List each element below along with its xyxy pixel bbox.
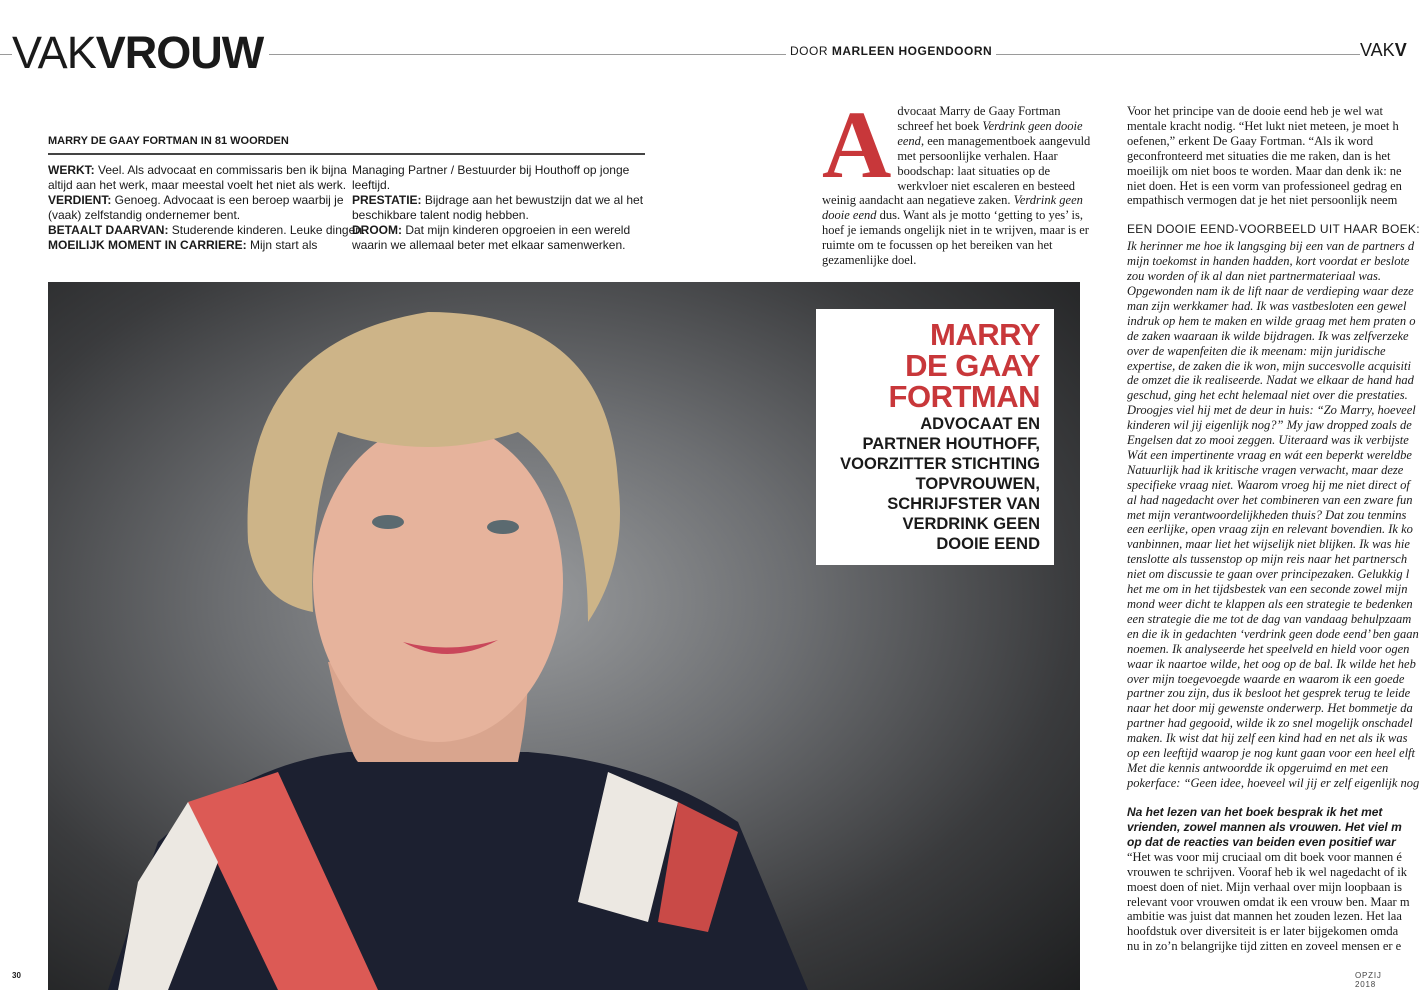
logo-bold: VROUW	[95, 27, 264, 78]
fact-item	[48, 223, 366, 238]
text-line: een strategie die me tot de dag van vandaag behulpzaam	[1127, 611, 1412, 626]
fact-item	[48, 193, 348, 223]
text-line: de zaken waaraan ik wilde bijdragen. Ik was zelfverzeke	[1127, 328, 1409, 343]
page-number: 30	[12, 971, 21, 980]
text-line: moeilijk om niet boos te worden. Maar dan denk ik: ne	[1127, 163, 1402, 178]
face	[313, 422, 563, 742]
question-lead	[1127, 805, 1400, 850]
book-title: Verdrink geen dooie eend	[897, 118, 1083, 148]
text-line: vrienden, zowel mannen als vrouwen. Het viel m	[1127, 819, 1402, 834]
subtitle-line: VOORZITTER STICHTING	[840, 455, 1040, 473]
book-title: Verdrink geen dooie eend	[822, 193, 1083, 223]
text-line: indruk op hem te maken en wilde graag met hem praten o	[1127, 313, 1416, 328]
paragraph-2	[1127, 849, 1410, 954]
text-line: oefenen,” erkent De Gaay Fortman. “Als ik word	[1127, 133, 1374, 148]
text-line: relevant voor vrouwen omdat ik een vrouw ben. Maar m	[1127, 894, 1410, 909]
text-line: mond weer dicht te klappen als een strategie te bedenken	[1127, 597, 1413, 611]
text-line: geconfronteerd met situaties die me raken, dan is het	[1127, 148, 1391, 163]
fact-item	[48, 238, 348, 253]
byline	[786, 44, 996, 58]
fact-text: Genoeg. Advocaat is een beroep waarbij je (vaak) zelfstandig ondernemer bent.	[48, 193, 344, 222]
text-line: al had nagedacht over het combineren van een zware fun	[1127, 492, 1413, 507]
fact-label: BETAALT DAARVAN:	[48, 223, 169, 237]
text-line: man zijn werkkamer had. Ik was vastbesloten een gewel	[1127, 298, 1407, 313]
fact-label: DROOM:	[352, 223, 402, 237]
text-line: maken. Ik wist dat hij zelf een kind had en net als ik was	[1127, 731, 1408, 746]
facts-title: MARRY DE GAAY FORTMAN IN 81 WOORDEN	[48, 135, 645, 155]
text-line: Wát een impertinente vraag en wát een beperkt wereldbe	[1127, 447, 1412, 462]
text-line: pokerface: “Geen idee, hoeveel wil jij er zelf eigenlijk nog	[1127, 775, 1420, 790]
text-line: specifieke vraag niet. Waarom vroeg hij me niet direct of	[1127, 477, 1410, 492]
facts-column-2	[352, 163, 652, 253]
intro-text: , een managementboek aangevuld met persoonlijke verhalen. Haar boodschap: laat situaties op de werkvloer niet escaleren en besteed weinig aandacht aan negatieve zaken.	[822, 133, 1091, 208]
subtitle-line: SCHRIJFSTER VAN	[887, 495, 1040, 513]
subtitle-line: PARTNER HOUTHOFF,	[862, 435, 1040, 453]
text-line: en die ik in gedachten ‘verdrink geen dode eend’ ben gaan	[1127, 626, 1419, 641]
name-line: FORTMAN	[888, 379, 1040, 414]
text-line: “Het was voor mij cruciaal om dit boek voor mannen é	[1127, 849, 1402, 864]
text-line: ambitie was juist dat mannen het zouden lezen. Het laa	[1127, 909, 1402, 924]
text-line: Engelsen dat zo mooi zeggen. Uiteraard was ik verbijste	[1127, 433, 1409, 448]
facts-column-1	[48, 163, 366, 253]
book-excerpt	[1127, 239, 1420, 791]
title-box	[816, 309, 1054, 565]
text-line: de omzet die ik realiseerde. Nadat we elkaar de hand had	[1127, 373, 1414, 388]
intro-text: dus. Want als je motto ‘getting to yes’ is, hoef je iemands ongelijk niet in te wrijven, maar is er ruimte om te focussen op het bereiken van het gezamenlijke doel.	[822, 208, 1089, 268]
name-line: DE GAAY	[905, 348, 1040, 383]
text-line: Na het lezen van het boek besprak ik het met	[1127, 804, 1383, 819]
fact-item	[352, 163, 652, 193]
fact-text: Dat mijn kinderen opgroeien in een wereld waarin we allemaal beter met elkaar samenwerken.	[352, 223, 631, 252]
fact-label: VERDIENT:	[48, 193, 112, 207]
logo-right-light: VAK	[1360, 40, 1395, 60]
subtitle-line: VERDRINK GEEN	[902, 515, 1040, 533]
subtitle-line: ADVOCAAT EN	[920, 415, 1040, 433]
text-line: Droogjes viel hij met de deur in huis: “Zo Marry, hoeveel	[1127, 403, 1416, 418]
fact-label: MOEILIJK MOMENT IN CARRIERE:	[48, 238, 247, 252]
byline-author: MARLEEN HOGENDOORN	[831, 44, 993, 58]
text-line: partner had gegooid, wilde ik zo snel mogelijk onschadel	[1127, 716, 1413, 731]
fact-text: Managing Partner / Bestuurder bij Houthoff op jonge leeftijd.	[352, 163, 630, 192]
byline-prefix: DOOR	[790, 44, 828, 58]
text-line: Voor het principe van de dooie eend heb je wel wat	[1127, 104, 1383, 118]
text-line: niet om discussie te gaan over principezaken. Gelukkig l	[1127, 567, 1410, 582]
name-line: MARRY	[929, 317, 1040, 352]
text-line: mijn toekomst in handen hadden, kort voordat er beslote	[1127, 254, 1410, 269]
text-line: hoofdstuk over diversiteit is er later bijgekomen omda	[1127, 924, 1399, 939]
text-line: kinderen wil jij eigenlijk nog?” My jaw dropped zoals de	[1127, 418, 1412, 433]
logo-light: VAK	[12, 27, 96, 78]
text-line: empathisch vermogen dat je het niet persoonlijk neem	[1127, 193, 1398, 208]
profile-name	[826, 319, 1040, 412]
drop-cap: A	[822, 91, 892, 198]
text-line: moest doen of niet. Mijn verhaal over mijn loopbaan is	[1127, 879, 1402, 894]
text-line: naar het door mij gewenste onderwerp. Het bommetje da	[1127, 701, 1413, 716]
subtitle-line: TOPVROUWEN,	[915, 475, 1040, 493]
section-logo-right	[1360, 40, 1407, 61]
logo-right-bold: V	[1394, 40, 1407, 60]
text-line: nu in zo’n belangrijke tijd zitten en zoveel mensen er e	[1127, 939, 1402, 954]
fact-item	[352, 223, 652, 253]
text-line: Met die kennis antwoordde ik opgeruimd en met een	[1127, 760, 1389, 775]
eye	[372, 515, 404, 529]
fact-label: WERKT:	[48, 163, 95, 177]
article-column	[1127, 104, 1420, 954]
eye	[487, 520, 519, 534]
excerpt-heading: EEN DOOIE EEND-VOORBEELD UIT HAAR BOEK:	[1127, 222, 1420, 237]
text-line: expertise, de zaken die ik won, mijn succesvolle acquisiti	[1127, 358, 1411, 373]
text-line: waar ik naartoe wilde, het oog op de bal. Ik wilde het heb	[1127, 656, 1416, 671]
text-line: over mijn toegevoegde waarde en waarom ik een goede	[1127, 671, 1405, 686]
text-line: noemen. Ik analyseerde het speelveld en hield voor ogen	[1127, 641, 1410, 656]
text-line: niet doen. Het is een vorm van professioneel gedrag en	[1127, 178, 1402, 193]
text-line: over de wapenfeiten die ik meenam: mijn juridische	[1127, 343, 1386, 358]
intro-paragraph	[822, 91, 1097, 268]
issue-label: OPZIJ 2018	[1355, 971, 1382, 989]
fact-label: PRESTATIE:	[352, 193, 422, 207]
fact-text: Studerende kinderen. Leuke dingen.	[168, 223, 366, 237]
text-line: zou worden of ik al dan niet partnermateriaal was.	[1127, 269, 1382, 284]
text-line: met mijn verantwoordelijkheden thuis? Dat zou tenmins	[1127, 507, 1407, 522]
text-line: geschud, ging het echt helemaal niet over die prestaties.	[1127, 388, 1408, 403]
fact-text: Veel. Als advocaat en commissaris ben ik bijna altijd aan het werk, maar meestal voelt het niet als werk.	[48, 163, 347, 192]
text-line: op een leeftijd waarop je nog kunt gaan voor een heel elft	[1127, 746, 1416, 761]
profile-subtitle	[826, 414, 1040, 554]
text-line: mentale kracht nodig. “Het lukt niet meteen, je moet h	[1127, 118, 1399, 133]
text-line: op dat de reacties van beiden even positief war	[1127, 834, 1396, 849]
text-line: een eerlijke, open vraag zijn en relevant bovendien. Ik ko	[1127, 522, 1413, 537]
fact-item	[48, 163, 348, 193]
subtitle-line: DOOIE EEND	[936, 535, 1040, 553]
text-line: vanbinnen, maar liet het wijselijk niet blijken. Ik was hie	[1127, 537, 1410, 552]
text-line: het me om in het tijdsbestek van een seconde zowel mijn	[1127, 582, 1408, 597]
text-line: Natuurlijk had ik kritische vragen verwacht, maar deze	[1127, 462, 1404, 477]
paragraph-1	[1127, 104, 1400, 208]
fact-item	[352, 193, 652, 223]
section-logo	[12, 28, 269, 78]
text-line: vrouwen te schrijven. Vooraf heb ik wel nagedacht of ik	[1127, 864, 1408, 879]
fact-text: Mijn start als	[246, 238, 318, 252]
text-line: tenslotte als tussenstop op mijn reis naar het partnersch	[1127, 552, 1408, 567]
text-line: partner zou zijn, dus ik besloot het gesprek terug te leide	[1127, 686, 1411, 701]
intro-text: dvocaat Marry de Gaay Fortman schreef het boek	[897, 104, 1061, 133]
fact-text: Bijdrage aan het bewustzijn dat we al het beschikbare talent nodig hebben.	[352, 193, 644, 222]
text-line: Ik herinner me hoe ik langsging bij een van de partners d	[1127, 239, 1415, 254]
text-line: Opgewonden nam ik de lift naar de verdieping waar deze	[1127, 283, 1414, 298]
